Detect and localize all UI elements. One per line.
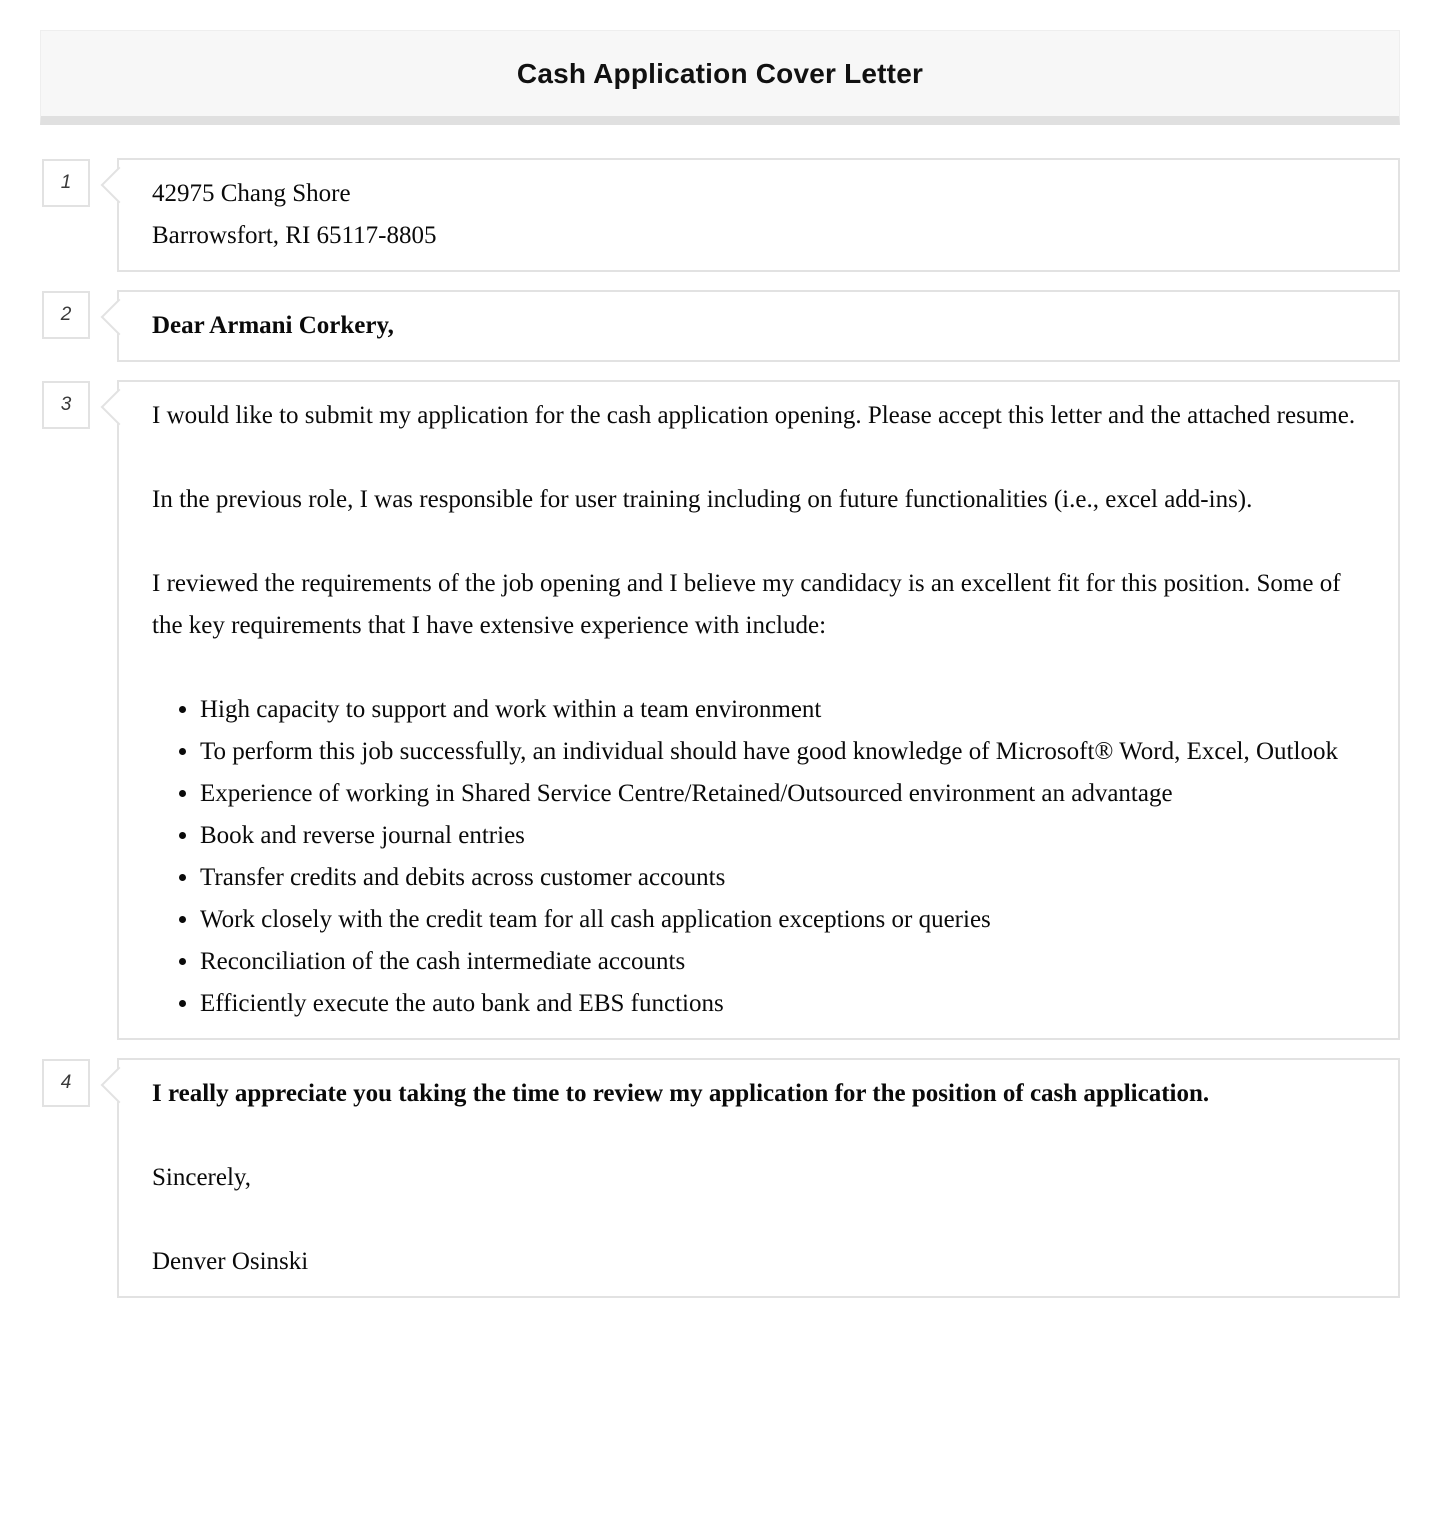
requirement-item: • To perform this job successfully, an individual should have good knowledge of Microsoft® Word, Excel, Outlook [200,731,1358,773]
closing-statement: I really appreciate you taking the time to review my application for the position of cash application. [152,1080,1210,1107]
requirement-item: • Transfer credits and debits across customer accounts [200,857,1358,899]
requirement-item: • Work closely with the credit team for all cash application exceptions or queries [200,899,1358,941]
section-sender-address [60,158,1400,272]
requirement-item: • Book and reverse journal entries [200,815,1358,857]
pointer-notch [101,167,138,204]
body-paragraph-3: I reviewed the requirements of the job opening and I believe my candidacy is an excellent fit for this position. Some of the key requirements that I have extensive experience with include: [152,570,1341,639]
requirements-list [152,689,1358,1025]
section-salutation [60,290,1400,362]
signature-name: Denver Osinski [152,1248,309,1275]
address-line-1: 42975 Chang Shore [152,180,351,207]
pointer-notch [101,389,138,426]
address-line-2: Barrowsfort, RI 65117-8805 [152,222,437,249]
requirement-item: • Experience of working in Shared Service Centre/Retained/Outsourced environment an advantage [200,773,1358,815]
requirement-item: • Efficiently execute the auto bank and EBS functions [200,983,1358,1025]
document-header [40,30,1400,125]
section-closing [60,1058,1400,1298]
pointer-notch [101,1067,138,1104]
section-number-badge: 1 [42,159,90,207]
body-paragraph-1: I would like to submit my application for the cash application opening. Please accept this letter and the attached resume. [152,402,1356,429]
letter-body [0,158,1440,1298]
section-number-badge: 3 [42,381,90,429]
section-number-badge: 2 [42,291,90,339]
signoff-text: Sincerely, [152,1164,252,1191]
page-title: Cash Application Cover Letter [516,57,924,89]
requirement-item: • High capacity to support and work within a team environment [200,689,1358,731]
pointer-notch [101,299,138,336]
salutation-text: Dear Armani Corkery, [152,312,394,339]
section-number-badge: 4 [42,1059,90,1107]
section-main-body [60,380,1400,1040]
body-paragraph-2: In the previous role, I was responsible for user training including on future functionalities (i.e., excel add-ins). [152,486,1253,513]
requirement-item: • Reconciliation of the cash intermediate accounts [200,941,1358,983]
